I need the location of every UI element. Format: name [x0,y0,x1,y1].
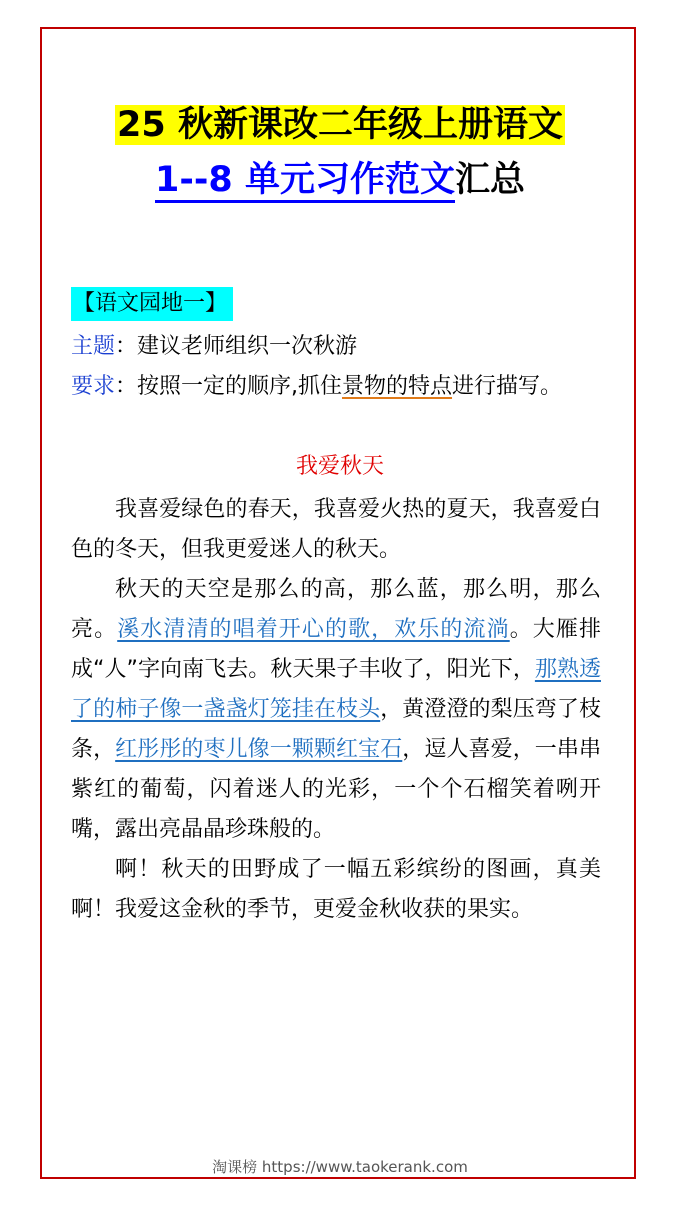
doc-title-highlighted: 25 秋新课改二年级上册语文 [117,105,563,145]
doc-title-suffix: 汇总 [454,160,525,200]
doc-title-line-1 [0,103,680,147]
footer-watermark: 淘课榜 https://www.taokerank.com [212,1158,468,1176]
p2-text-g: ，逗人喜爱，一串串紫红的葡萄，闪着迷人的光彩，一个个石榴笑着咧开嘴，露出亮晶晶珍珠般的。 [71,737,601,842]
requirement-text-before: ：按照一定的顺序,抓住 [115,374,343,399]
requirement-key: 要求 [71,374,116,399]
requirement-underlined-text: 景物的特点 [342,374,453,399]
p2-text-a: 秋天的天空是那么的高，那么蓝，那么明，那么亮。 [71,577,601,642]
p2-text-c: 。大雁排成“人”字向南飞去。秋天果子丰收了，阳光下， [71,617,601,682]
essay-paragraph-3: 啊！秋天的田野成了一幅五彩缤纷的图画，真美啊！我爱这金秋的季节，更爱金秋收获的果实。 [71,857,601,922]
essay-body [71,490,601,930]
doc-title-unit-range: 1--8 单元习作范文 [155,160,455,203]
topic-key: 主题 [71,334,116,359]
p2-highlight-persimmon: 那熟透了的柿子像一盏盏灯笼挂在枝头 [71,657,601,722]
topic-line [71,331,357,363]
section-tag: 【语文园地一】 [71,287,233,321]
requirement-text-after: 进行描写。 [452,374,563,399]
essay-title: 我爱秋天 [295,454,384,479]
essay-paragraph-1: 我喜爱绿色的春天，我喜爱火热的夏天，我喜爱白色的冬天，但我更爱迷人的秋天。 [71,497,601,562]
p2-text-e: ，黄澄澄的梨压弯了枝条， [71,697,601,762]
requirement-line [71,371,562,403]
p2-highlight-jujube: 红彤彤的枣儿像一颗颗红宝石 [115,737,403,762]
doc-title-line-2 [0,158,680,202]
essay-paragraph-2 [71,570,601,850]
topic-value: ：建议老师组织一次秋游 [115,334,358,359]
p2-highlight-stream: 溪水清清的唱着开心的歌，欢乐的流淌 [117,617,510,642]
